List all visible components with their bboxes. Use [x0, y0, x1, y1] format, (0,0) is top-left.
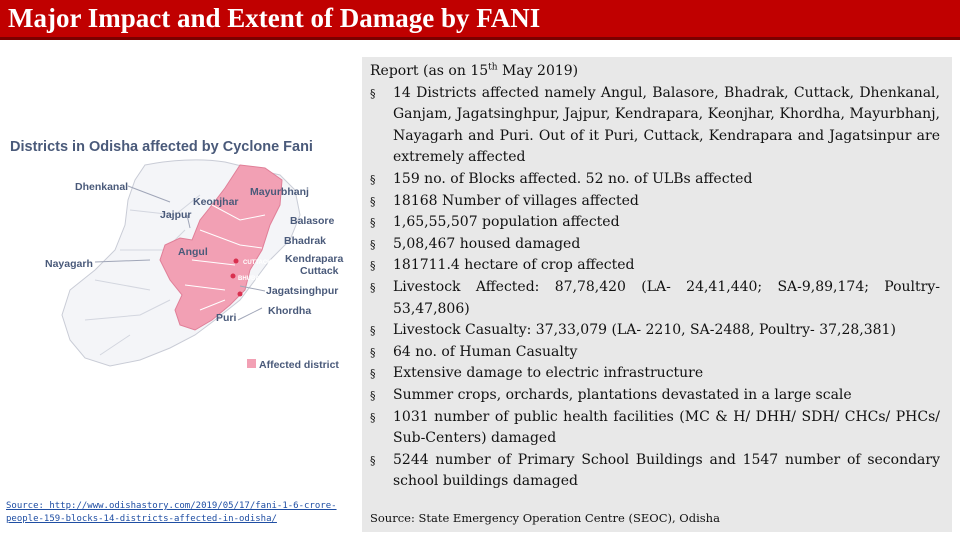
bhubaneswar-city-marker [231, 274, 236, 279]
bullet-icon: § [370, 410, 376, 424]
map-source-link[interactable]: Source: http://www.odishastory.com/2019/05/17/fani-1-6-crore-people-159-blocks-14-districts-affected-in-odisha/ [6, 501, 337, 524]
label-nayagarh: Nayagarh [45, 258, 93, 270]
label-jajpur: Jajpur [160, 209, 192, 221]
label-jagatsinghpur: Jagatsinghpur [266, 285, 339, 297]
label-kendrapara: Kendrapara [285, 253, 344, 265]
report-heading-sup: th [488, 62, 498, 73]
impact-item-text: Summer crops, orchards, plantations devastated in a large scale [393, 386, 852, 403]
bullet-icon: § [370, 259, 376, 273]
report-heading [370, 61, 940, 83]
label-angul: Angul [178, 246, 208, 258]
label-balasore: Balasore [290, 215, 335, 227]
impact-item-text: Livestock Affected: 87,78,420 (LA- 24,41,440; SA-9,89,174; Poultry-53,47,806) [393, 278, 940, 317]
legend-label: Affected district [259, 359, 339, 371]
bullet-icon: § [370, 345, 376, 359]
impact-item [370, 169, 940, 191]
bullet-icon: § [370, 324, 376, 338]
bullet-icon: § [370, 216, 376, 230]
legend-swatch [247, 359, 256, 368]
odisha-district-map [0, 120, 362, 390]
bullet-icon: § [370, 280, 376, 294]
impact-item [370, 363, 940, 385]
impact-item [370, 212, 940, 234]
label-puri-city: PURI [245, 294, 260, 300]
label-bhubaneswar-city: BHUBANESHWAR [238, 276, 291, 282]
bullet-icon: § [370, 237, 376, 251]
impact-item-text: 18168 Number of villages affected [393, 192, 639, 209]
impact-item [370, 255, 940, 277]
impact-item-text: 5244 number of Primary School Buildings and 1547 number of secondary school buildings damaged [393, 451, 940, 490]
label-dhenkanal: Dhenkanal [75, 181, 129, 193]
impact-item [370, 191, 940, 213]
impact-item [370, 234, 940, 256]
report-heading-prefix: Report (as on 15 [370, 63, 489, 79]
label-cuttack-city: CUTTACK [243, 260, 272, 266]
label-khordha: Khordha [268, 305, 312, 317]
impact-item [370, 277, 940, 320]
label-mayurbhanj: Mayurbhanj [250, 186, 309, 198]
report-panel [362, 57, 952, 532]
impact-item-text: 5,08,467 housed damaged [393, 235, 581, 252]
bullet-icon: § [370, 388, 376, 402]
label-puri: Puri [216, 312, 237, 324]
impact-item [370, 320, 940, 342]
label-cuttack: Cuttack [300, 265, 339, 277]
title-bar [0, 0, 960, 40]
impact-item-text: 181711.4 hectare of crop affected [393, 257, 635, 274]
label-bhadrak: Bhadrak [284, 235, 327, 247]
impact-item-text: 159 no. of Blocks affected. 52 no. of ULBs affected [393, 170, 753, 187]
impact-item [370, 450, 940, 493]
impact-item [370, 83, 940, 169]
impact-item-text: 14 Districts affected namely Angul, Balasore, Bhadrak, Cuttack, Dhenkanal, Ganjam, Jagatsinghpur, Jajpur, Kendrapara, Keonjhar, Khordha, Mayurbhanj, Nayagarh and Puri. Out of it Puri, Cuttack, Kendrapara and Jagatsinpur are extremely affected [393, 84, 940, 166]
bullet-icon: § [370, 194, 376, 208]
report-heading-suffix: May 2019) [497, 63, 579, 79]
impact-item-text: Livestock Casualty: 37,33,079 (LA- 2210, SA-2488, Poultry- 37,28,381) [393, 322, 896, 339]
impact-item [370, 385, 940, 407]
report-body [370, 61, 940, 493]
bullet-icon: § [370, 367, 376, 381]
cuttack-city-marker [234, 259, 239, 264]
slide-title: Major Impact and Extent of Damage by FANI [8, 3, 541, 33]
impact-item-text: Extensive damage to electric infrastructure [393, 365, 704, 382]
bullet-icon: § [370, 453, 376, 467]
impact-item-text: 64 no. of Human Casualty [393, 343, 578, 360]
impact-item-text: 1031 number of public health facilities (MC & H/ DHH/ SDH/ CHCs/ PHCs/ Sub-Centers) damaged [393, 408, 940, 447]
impact-item [370, 407, 940, 450]
impact-list [370, 83, 940, 493]
impact-item-text: 1,65,55,507 population affected [393, 214, 620, 231]
bullet-icon: § [370, 86, 376, 100]
puri-city-marker [238, 292, 243, 297]
map-svg [0, 120, 362, 390]
label-keonjhar: Keonjhar [193, 196, 239, 208]
impact-item [370, 342, 940, 364]
bullet-icon: § [370, 172, 376, 186]
map-title: Districts in Odisha affected by Cyclone Fani [10, 139, 313, 155]
report-source: Source: State Emergency Operation Centre (SEOC), Odisha [370, 511, 720, 525]
